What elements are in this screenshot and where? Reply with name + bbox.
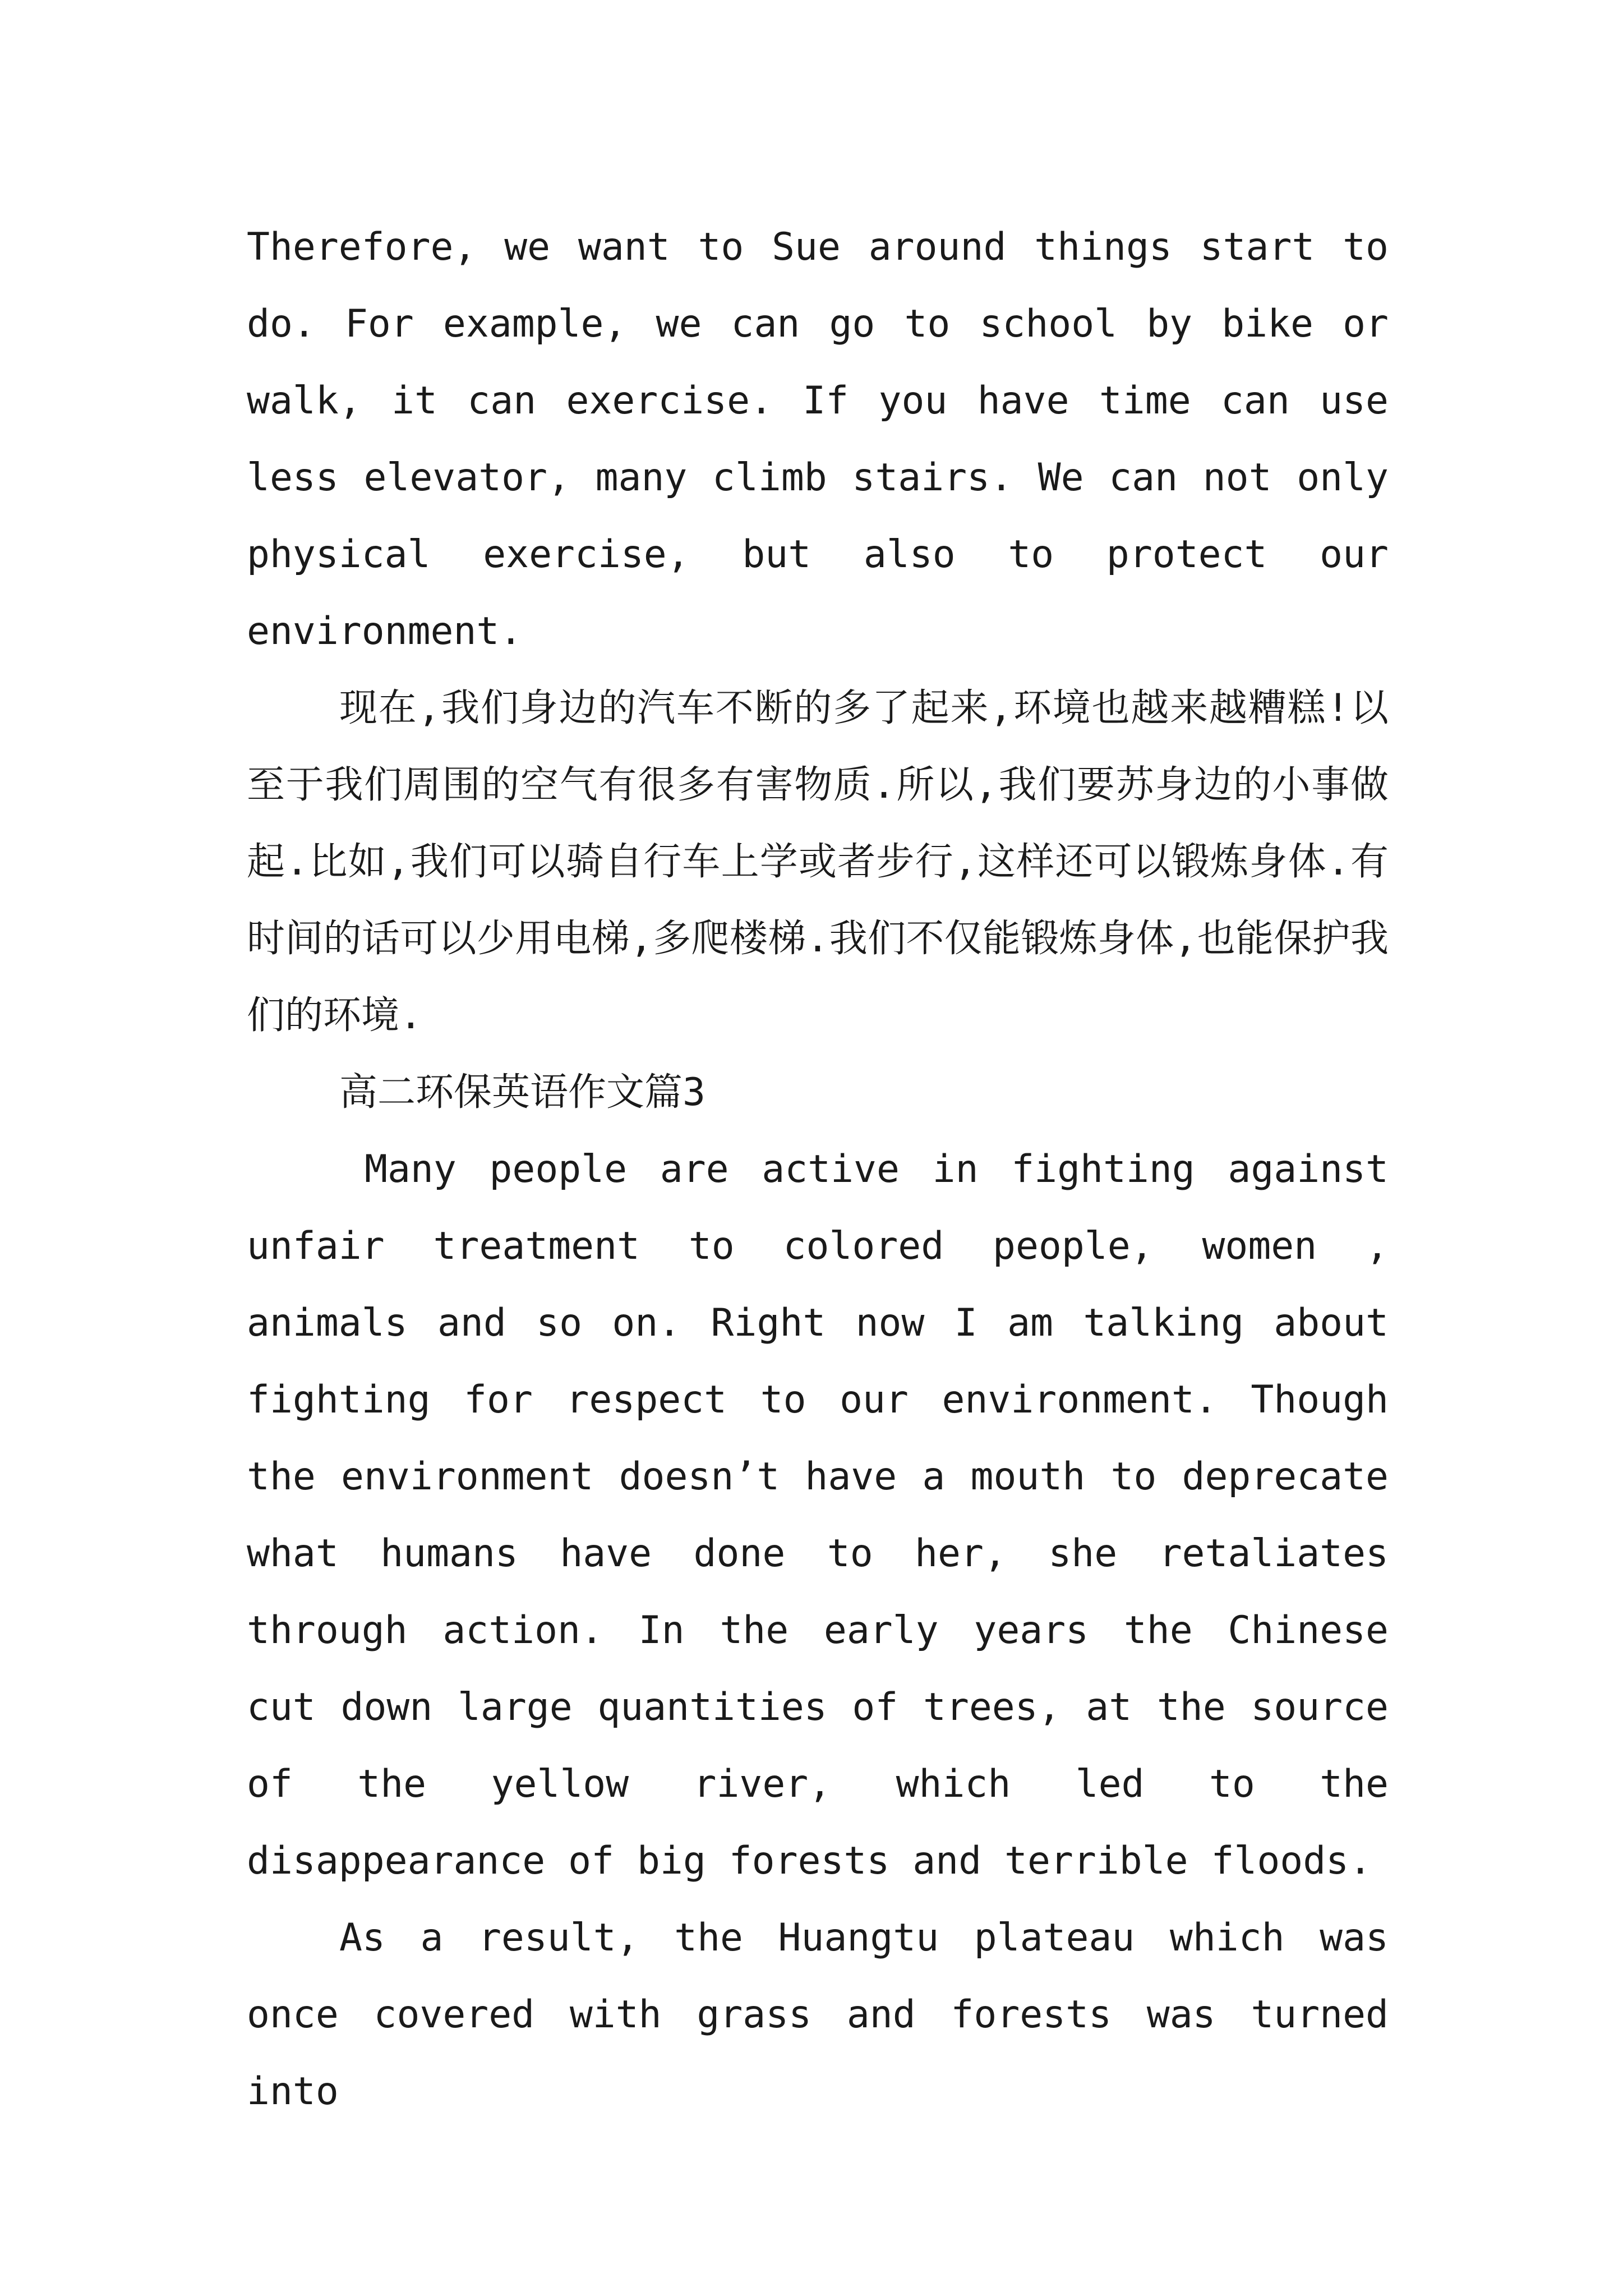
paragraph-chinese: 现在,我们身边的汽车不断的多了起来,环境也越来越糟糕!以至于我们周围的空气有很多有害物质.所以,我们要苏身边的小事做起.比如,我们可以骑自行车上学或者步行,这样还可以锻炼身体.有时间的话可以少用电梯,多爬楼梯.我们不仅能锻炼身体,也能保护我们的环境. [247, 686, 1389, 1038]
section-heading: 高二环保英语作文篇3 [339, 1070, 706, 1115]
paragraph-english-essay-3: Many people are active in fighting against unfair treatment to colored people, women , animals and so on. Right now I am talking about fighting for respect to our environment. Though the environment doesn’t have a mouth to deprecate what humans have done to her, she retaliates through action. In the early years the Chinese cut down large quantities of trees, at the source of the yellow river, which led to the disappearance of big forests and terrible floods. [247, 1147, 1389, 1883]
paragraph-english-result: As a result, the Huangtu plateau which was once covered with grass and forests was turned into [247, 1916, 1389, 2114]
document-body [247, 209, 1389, 2130]
paragraph-english-continuation: Therefore, we want to Sue around things start to do. For example, we can go to school by bike or walk, it can exercise. If you have time can use less elevator, many climb stairs. We can not only physical exercise, but also to protect our environment. [247, 225, 1389, 654]
